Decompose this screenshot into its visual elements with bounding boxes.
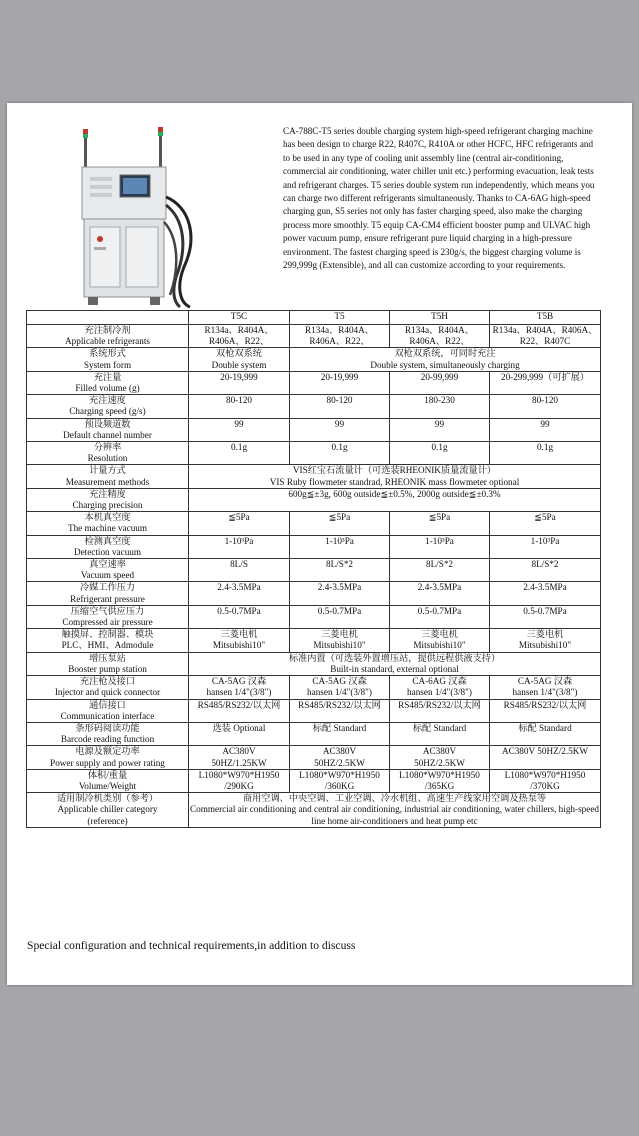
table-cell <box>490 418 601 441</box>
row-label-zh: 压缩空气供应压力 <box>70 605 145 616</box>
cell-value: 0.5-0.7MPa <box>417 605 462 616</box>
cell-value: R134a、R404A、R406A、R22、R407C <box>492 325 598 347</box>
cell-value: ≦5Pa <box>428 512 451 523</box>
header-model: T5B <box>490 311 601 325</box>
table-cell <box>290 722 390 745</box>
cell-value: L1080*W970*H1950 /360KG <box>299 769 380 791</box>
table-row <box>27 629 601 652</box>
table-cell <box>189 559 290 582</box>
cell-value: CA-5AG 汉森 hansen 1/4"(3/8") <box>206 676 272 698</box>
row-label-zh: 电源及额定功率 <box>75 746 140 757</box>
header-model: T5C <box>189 311 290 325</box>
table-cell <box>390 746 490 769</box>
cell-value: 0.5-0.7MPa <box>317 605 362 616</box>
row-label-zh: 充注精度 <box>89 488 126 499</box>
table-cell <box>390 676 490 699</box>
cell-value: 1-10³Pa <box>325 535 354 546</box>
row-label-en: Injector and quick connector <box>54 687 161 698</box>
cell-value: 20-19,999 <box>220 371 258 382</box>
table-cell <box>290 442 390 465</box>
table-cell <box>290 676 390 699</box>
cell-value: 80-120 <box>225 395 253 406</box>
table-cell <box>189 395 290 418</box>
table-cell <box>490 582 601 605</box>
table-cell <box>490 512 601 535</box>
table-cell <box>290 746 390 769</box>
cell-value: 2.4-3.5MPa <box>217 582 261 593</box>
cell-value: 1-10³Pa <box>224 535 254 546</box>
table-cell <box>189 793 601 828</box>
row-label-en: Resolution <box>87 453 128 464</box>
table-cell <box>390 605 490 628</box>
table-row <box>27 535 601 558</box>
cell-value: 8L/S*2 <box>325 559 354 570</box>
table-cell <box>290 512 390 535</box>
cell-value: L1080*W970*H1950 /290KG <box>198 769 280 791</box>
row-label <box>27 535 189 558</box>
row-label-zh: 通信接口 <box>89 699 126 710</box>
row-label <box>27 395 189 418</box>
row-label-en: Vacuum speed <box>80 570 135 581</box>
table-row <box>27 371 601 394</box>
cell-value: VIS红宝石流量计（可选装RHEONIK质量流量计） VIS Ruby flowmeter standrad, RHEONIK mass flowmeter optional <box>269 465 520 487</box>
cell-value: 1-10³Pa <box>530 535 560 546</box>
row-label-zh: 本机真空度 <box>84 512 131 523</box>
table-row <box>27 512 601 535</box>
table-row <box>27 465 601 488</box>
cell-value: CA-6AG 汉森 hansen 1/4"(3/8") <box>407 676 472 698</box>
table-cell <box>189 512 290 535</box>
cell-value: 双枪双系统 Double system <box>211 348 267 370</box>
cell-value: 20-99,999 <box>420 371 459 382</box>
table-cell <box>189 348 290 371</box>
cell-value: 8L/S*2 <box>425 559 454 570</box>
row-label-zh: 分辨率 <box>93 442 122 453</box>
table-cell <box>390 512 490 535</box>
table-cell <box>189 488 601 511</box>
cell-value: R134a、R404A、R406A、R22、 <box>305 325 374 347</box>
table-cell <box>290 371 390 394</box>
row-label-zh: 触摸屏、控制器、模块 <box>61 629 154 640</box>
row-label-en: Default channel number <box>63 429 152 440</box>
cell-value: 20-19,999 <box>320 371 359 382</box>
cell-value: 99 <box>334 418 345 429</box>
table-cell <box>189 699 290 722</box>
header-model: T5 <box>290 311 390 325</box>
row-label-zh: 充注量 <box>93 371 122 382</box>
table-cell <box>390 629 490 652</box>
row-label-zh: 增压泵站 <box>89 652 126 663</box>
table-cell <box>290 348 601 371</box>
row-label-en: Filled volume (g) <box>75 383 140 394</box>
table-cell <box>390 418 490 441</box>
table-cell <box>490 676 601 699</box>
cell-value: RS485/RS232/以太网 <box>398 699 481 710</box>
cell-value: 三菱电机 Mitsubishi10" <box>413 629 466 651</box>
row-label <box>27 722 189 745</box>
table-row <box>27 395 601 418</box>
table-cell <box>390 559 490 582</box>
table-cell <box>290 769 390 792</box>
table-cell <box>390 582 490 605</box>
table-cell <box>189 465 601 488</box>
row-label <box>27 769 189 792</box>
cell-value: 0.1g <box>331 442 348 453</box>
cell-value: 双枪双系统，可同时充注 Double system, simultaneously charging <box>370 348 520 370</box>
spec-table <box>26 310 601 828</box>
table-row <box>27 418 601 441</box>
cell-value: RS485/RS232/以太网 <box>197 699 281 710</box>
cell-value: AC380V 50HZ/2.5KW <box>501 746 589 757</box>
cell-value: 标准内置（可选装外置增压站，提供远程供液支持） Built-in standard, external optional <box>288 652 501 674</box>
row-label <box>27 348 189 371</box>
cell-value: 选装 Optional <box>212 722 266 733</box>
table-row <box>27 442 601 465</box>
table-cell <box>490 769 601 792</box>
row-label-zh: 充注速度 <box>89 395 126 406</box>
cell-value: 标配 Standard <box>312 722 367 733</box>
table-cell <box>290 629 390 652</box>
row-label-en: Charging speed (g/s) <box>69 406 146 417</box>
table-cell <box>390 722 490 745</box>
table-row <box>27 676 601 699</box>
row-label-en: Booster pump station <box>68 663 147 674</box>
cell-value: 标配 Standard <box>412 722 467 733</box>
row-label <box>27 418 189 441</box>
row-label <box>27 699 189 722</box>
row-label-zh: 冷媒工作压力 <box>79 582 136 593</box>
cell-value: 180-230 <box>424 395 455 406</box>
row-label-zh: 体积/重量 <box>87 769 128 780</box>
row-label <box>27 676 189 699</box>
row-label-en: Refrigerant pressure <box>70 593 145 604</box>
table-cell <box>290 418 390 441</box>
row-label-zh: 预设频道数 <box>84 418 131 429</box>
row-label-zh: 条形码阅读功能 <box>75 722 140 733</box>
table-row <box>27 769 601 792</box>
table-row <box>27 582 601 605</box>
cell-value: 2.4-3.5MPa <box>417 582 462 593</box>
product-description: CA-788C-T5 series double charging system high-speed refrigerant charging machine has been design to charge R22, R407C, R410A or other HCFC, HFC refrigerants and to be used in any type of cooling unit assembly line (central air-conditioning, commercial air conditioning, water chiller unit etc.) performing evacuation, leak tests and refrigerant charges. T5 series double system run independently, which means you can charge two different refrigerants simultaneously. Thanks to CA-6AG high-speed charging gun, S5 series not only has faster charging speed, also make the charging process more smoothly. T5 equip CA-CM4 efficient booster pump and ULVAC high power vacuum pump, ensure refrigerant pure liquid charging in a high-pressure environment. The fastest charging speed is 230g/s, the biggest charging volume is 299,999g (Extensible), and all can customize according to your requirements. <box>283 126 595 271</box>
table-row <box>27 652 601 675</box>
table-cell <box>290 582 390 605</box>
row-label-en: Barcode reading function <box>60 734 155 745</box>
row-label <box>27 325 189 348</box>
row-label-en: Detection vacuum <box>73 546 142 557</box>
cell-value: L1080*W970*H1950 /365KG <box>399 769 480 791</box>
row-label-en: PLC、HMI、Admodule <box>61 640 154 651</box>
table-row <box>27 605 601 628</box>
row-label-zh: 适用制冷机类别（参考） <box>56 793 159 804</box>
cell-value: RS485/RS232/以太网 <box>298 699 381 710</box>
cell-value: 8L/S <box>230 559 248 570</box>
row-label-zh: 系统形式 <box>89 348 126 359</box>
cell-value: 99 <box>434 418 445 429</box>
cell-value: RS485/RS232/以太网 <box>503 699 587 710</box>
cell-value: 99 <box>540 418 550 429</box>
table-row <box>27 488 601 511</box>
row-label <box>27 629 189 652</box>
cell-value: 80-120 <box>326 395 353 406</box>
table-cell <box>189 418 290 441</box>
table-cell <box>490 535 601 558</box>
row-label-en: Charging precision <box>72 500 143 511</box>
row-label <box>27 746 189 769</box>
table-cell <box>189 746 290 769</box>
row-label <box>27 652 189 675</box>
cell-value: R134a、R404A、R406A、R22、 <box>204 325 274 347</box>
cell-value: 20-299,999（可扩展） <box>500 371 590 382</box>
cell-value: 2.4-3.5MPa <box>523 582 567 593</box>
table-row <box>27 325 601 348</box>
row-label <box>27 559 189 582</box>
table-cell <box>189 676 290 699</box>
row-label-en: Power supply and power rating <box>50 757 165 768</box>
cell-value: CA-5AG 汉森 hansen 1/4"(3/8") <box>512 676 578 698</box>
cell-value: 80-120 <box>531 395 559 406</box>
table-cell <box>189 629 290 652</box>
footer-note: Special configuration and technical requirements,in addition to discuss <box>27 939 356 952</box>
cell-value: 8L/S*2 <box>531 559 559 570</box>
row-label <box>27 465 189 488</box>
table-row <box>27 746 601 769</box>
cell-value: ≦5Pa <box>228 512 250 523</box>
cell-value: ≦5Pa <box>328 512 351 523</box>
table-header-row <box>27 311 601 325</box>
table-row <box>27 722 601 745</box>
table-cell <box>390 442 490 465</box>
row-label-en: Compressed air pressure <box>62 617 153 628</box>
table-cell <box>290 535 390 558</box>
table-cell <box>290 699 390 722</box>
cell-value: AC380V 50HZ/2.5KW <box>414 746 465 768</box>
row-label-en: Volume/Weight <box>78 780 137 791</box>
row-label-en: Measurement methods <box>65 476 150 487</box>
row-label <box>27 371 189 394</box>
charging-machine-image <box>80 127 202 309</box>
table-cell <box>290 395 390 418</box>
cell-value: 0.1g <box>230 442 248 453</box>
header-blank <box>27 311 189 325</box>
table-cell <box>390 325 490 348</box>
table-cell <box>490 722 601 745</box>
table-row <box>27 559 601 582</box>
row-label <box>27 442 189 465</box>
table-cell <box>490 629 601 652</box>
table-cell <box>390 395 490 418</box>
table-cell <box>189 722 290 745</box>
table-row <box>27 699 601 722</box>
table-cell <box>189 535 290 558</box>
table-cell <box>490 559 601 582</box>
table-cell <box>290 325 390 348</box>
row-label-zh: 真空速率 <box>89 559 126 570</box>
table-cell <box>490 395 601 418</box>
cell-value: 99 <box>234 418 244 429</box>
cell-value: 标配 Standard <box>518 722 572 733</box>
row-label <box>27 582 189 605</box>
document-page <box>7 103 632 985</box>
cell-value: 三菱电机 Mitsubishi10" <box>212 629 266 651</box>
table-cell <box>189 652 601 675</box>
table-cell <box>490 699 601 722</box>
table-cell <box>290 605 390 628</box>
table-cell <box>390 699 490 722</box>
cell-value: 0.5-0.7MPa <box>217 605 261 616</box>
table-row <box>27 348 601 371</box>
row-label-zh: 检测真空度 <box>84 535 131 546</box>
cell-value: AC380V 50HZ/2.5KW <box>314 746 365 768</box>
cell-value: 1-10³Pa <box>425 535 454 546</box>
table-cell <box>490 605 601 628</box>
cell-value: 0.1g <box>536 442 554 453</box>
table-cell <box>189 442 290 465</box>
cell-value: 2.4-3.5MPa <box>317 582 362 593</box>
cell-value: L1080*W970*H1950 /370KG <box>504 769 586 791</box>
row-label-en: System form <box>83 359 132 370</box>
row-label-en: Applicable chiller category (reference) <box>57 804 158 826</box>
table-row <box>27 793 601 828</box>
table-cell <box>189 325 290 348</box>
table-cell <box>490 442 601 465</box>
cell-value: 三菱电机 Mitsubishi10" <box>313 629 366 651</box>
table-cell <box>189 371 290 394</box>
row-label <box>27 488 189 511</box>
row-label-zh: 计量方式 <box>89 465 126 476</box>
cell-value: 600g≦±3g, 600g outside≦±0.5%, 2000g outside≦±0.3% <box>288 488 501 499</box>
row-label-zh: 充注枪及接口 <box>79 676 136 687</box>
cell-value: R134a、R404A、R406A、R22、 <box>405 325 474 347</box>
table-cell <box>490 325 601 348</box>
cell-value: AC380V 50HZ/1.25KW <box>211 746 267 768</box>
row-label-en: Applicable refrigerants <box>65 336 150 347</box>
row-label <box>27 793 189 828</box>
table-cell <box>189 769 290 792</box>
table-cell <box>490 746 601 769</box>
table-cell <box>290 559 390 582</box>
header-model: T5H <box>390 311 490 325</box>
table-cell <box>189 582 290 605</box>
cell-value: 0.5-0.7MPa <box>523 605 567 616</box>
table-cell <box>390 769 490 792</box>
table-cell <box>390 371 490 394</box>
row-label-en: The machine vacuum <box>67 523 148 534</box>
cell-value: 三菱电机 Mitsubishi10" <box>518 629 572 651</box>
table-cell <box>189 605 290 628</box>
cell-value: CA-5AG 汉森 hansen 1/4"(3/8") <box>307 676 372 698</box>
row-label-zh: 充注制冷剂 <box>84 325 131 335</box>
cell-value: ≦5Pa <box>534 512 556 523</box>
table-cell <box>390 535 490 558</box>
table-cell <box>490 371 601 394</box>
row-label-en: Communication interface <box>60 710 155 721</box>
cell-value: 商用空调、中央空调、工业空调、冷水机组、高速生产线家用空调及热泵等 Commercial air conditioning and central air conditioning, industrial air conditioning, water chillers, high-speed line home air-conditioners and heat pump etc <box>190 793 599 826</box>
row-label <box>27 605 189 628</box>
cell-value: 0.1g <box>431 442 448 453</box>
row-label <box>27 512 189 535</box>
